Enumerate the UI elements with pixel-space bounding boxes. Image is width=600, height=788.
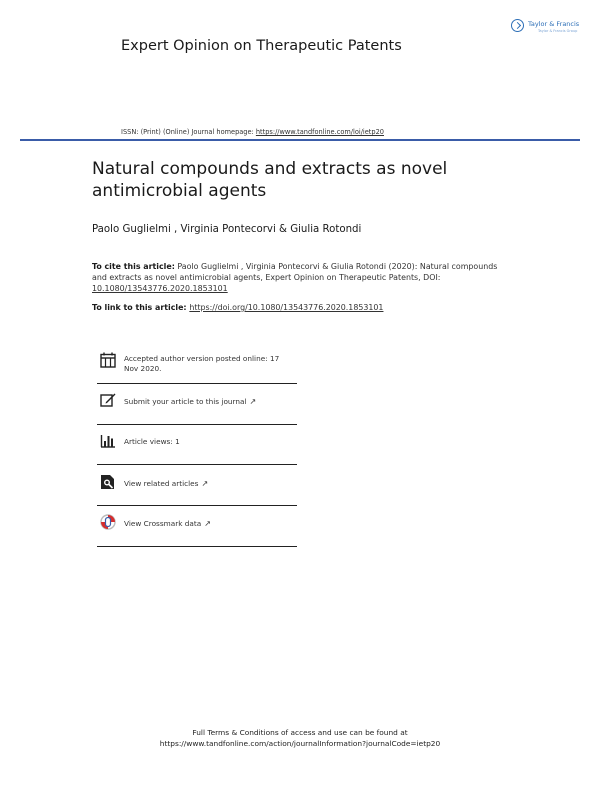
link-label: To link to this article: <box>92 303 190 312</box>
logo-text: Taylor & Francis <box>528 20 580 28</box>
divider <box>97 464 297 465</box>
journal-homepage-link[interactable]: https://www.tandfonline.com/loi/ietp20 <box>255 128 384 136</box>
info-item-accepted <box>97 352 297 382</box>
issn-text: ISSN: (Print) (Online) Journal homepage: <box>121 128 256 136</box>
citation-text: Paolo Guglielmi , Virginia Pontecorvi & Giulia Rotondi (2020): Natural compounds and extracts as novel antimicrobial agents, Expert Opinion on Therapeutic Patents, DOI: <box>92 262 498 283</box>
footer-terms <box>0 727 600 749</box>
info-item-crossmark[interactable] <box>97 514 297 540</box>
article-views-text: Article views: 1 <box>124 437 180 446</box>
issn-line <box>121 128 384 136</box>
article-authors: Paolo Guglielmi , Virginia Pontecorvi & Giulia Rotondi <box>92 224 362 235</box>
info-item-views <box>97 432 297 458</box>
divider <box>97 546 297 547</box>
accepted-date-text: Accepted author version posted online: 17 Nov 2020. <box>124 354 280 373</box>
citation-label: To cite this article: <box>92 262 175 271</box>
submit-article-link[interactable]: Submit your article to this journal ↗ <box>124 397 257 406</box>
view-crossmark-link[interactable]: View Crossmark data ↗ <box>124 519 211 528</box>
info-item-related[interactable] <box>97 474 297 500</box>
doi-link[interactable]: 10.1080/13543776.2020.1853101 <box>92 284 228 294</box>
external-link-icon: ↗ <box>204 519 211 528</box>
citation-block <box>92 261 512 295</box>
info-item-submit[interactable] <box>97 392 297 418</box>
article-doi-url[interactable]: https://doi.org/10.1080/13543776.2020.1853101 <box>189 303 384 312</box>
journal-title: Expert Opinion on Therapeutic Patents <box>121 38 402 54</box>
header-divider <box>20 139 580 141</box>
article-link-line <box>92 303 383 312</box>
footer-terms-link[interactable]: https://www.tandfonline.com/action/journalInformation?journalCode=ietp20 <box>159 739 441 748</box>
logo-arrow-icon <box>511 19 524 32</box>
edit-icon <box>100 392 116 408</box>
search-document-icon <box>100 474 116 490</box>
divider <box>97 424 297 425</box>
divider <box>97 505 297 506</box>
publisher-logo[interactable] <box>511 16 583 38</box>
divider <box>97 383 297 384</box>
view-related-articles-link[interactable]: View related articles ↗ <box>124 479 209 488</box>
logo-subtext: Taylor & Francis Group <box>538 29 578 33</box>
crossmark-icon <box>100 514 116 530</box>
bar-chart-icon <box>100 432 116 448</box>
external-link-icon: ↗ <box>249 397 257 406</box>
footer-line-1: Full Terms & Conditions of access and use can be found at <box>192 728 408 737</box>
article-title: Natural compounds and extracts as novel antimicrobial agents <box>92 159 448 201</box>
calendar-icon <box>100 352 116 368</box>
external-link-icon: ↗ <box>201 479 209 488</box>
